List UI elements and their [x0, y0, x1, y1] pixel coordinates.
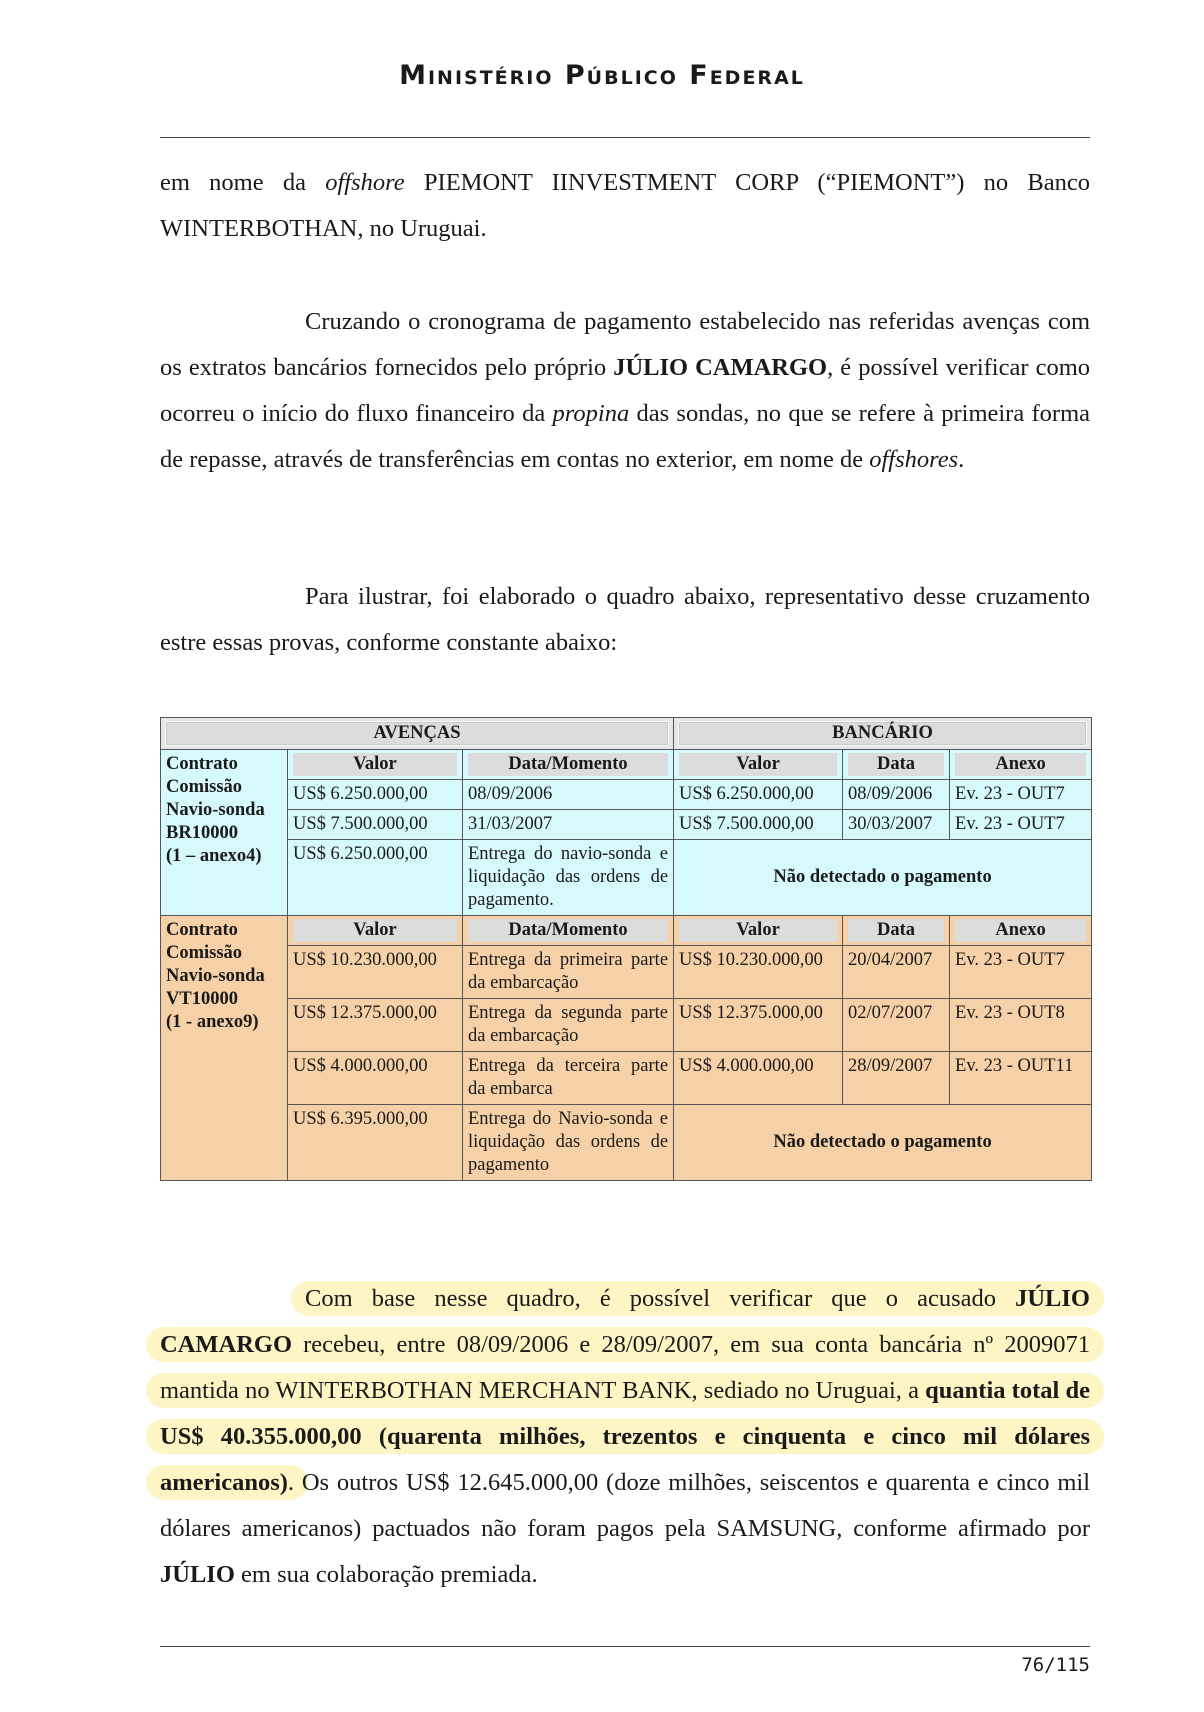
col-header-data-momento: Data/Momento	[463, 750, 674, 780]
cell-bank-data: 20/04/2007	[843, 946, 950, 999]
cell-valor: US$ 6.395.000,00	[288, 1105, 463, 1181]
cell-bank-valor: US$ 4.000.000,00	[674, 1052, 843, 1105]
group-header-avencas: AVENÇAS	[161, 718, 674, 750]
cell-bank-data: 28/09/2007	[843, 1052, 950, 1105]
cell-not-detected: Não detectado o pagamento	[674, 1105, 1092, 1181]
contract-label: Contrato Comissão Navio-sonda VT10000 (1 - anexo9)	[161, 916, 288, 1181]
table-row	[161, 916, 1092, 946]
cell-anexo: Ev. 23 - OUT11	[950, 1052, 1092, 1105]
cell-momento: Entrega do Navio-sonda e liquidação das ordens de pagamento	[463, 1105, 674, 1181]
cell-valor: US$ 6.250.000,00	[288, 780, 463, 810]
table-row	[161, 946, 1092, 999]
table-group-header	[161, 718, 1092, 750]
page-header: Ministério Público Federal	[399, 60, 805, 91]
cell-bank-valor: US$ 12.375.000,00	[674, 999, 843, 1052]
contract-label: Contrato Comissão Navio-sonda BR10000 (1 – anexo4)	[161, 750, 288, 916]
table-row	[161, 999, 1092, 1052]
cell-anexo: Ev. 23 - OUT7	[950, 780, 1092, 810]
col-header-valor: Valor	[674, 750, 843, 780]
cell-valor: US$ 4.000.000,00	[288, 1052, 463, 1105]
text-run: , é possível verificar como ocorreu o início do fluxo financeiro da	[160, 354, 1090, 427]
cell-momento: Entrega da primeira parte da embarcação	[463, 946, 674, 999]
cell-momento: Entrega do navio-sonda e liquidação das ordens de pagamento.	[463, 840, 674, 916]
text-run: Cruzando o cronograma de pagamento estabelecido nas referidas avenças com os extratos bancários fornecidos pelo próprio	[160, 308, 1090, 381]
cell-bank-valor: US$ 6.250.000,00	[674, 780, 843, 810]
table-row	[161, 810, 1092, 840]
text-run: recebeu, entre 08/09/2006 e 28/09/2007, em sua conta bancária nº 2009071 mantida no WINTERBOTHAN MERCHANT BANK, sediado no Uruguai, a	[160, 1331, 1090, 1404]
text-run-bold: JÚLIO CAMARGO	[613, 354, 828, 381]
text-run: Para ilustrar, foi elaborado o quadro abaixo, representativo desse cruzamento estre essas provas, conforme constante abaixo:	[160, 583, 1090, 656]
cell-bank-data: 02/07/2007	[843, 999, 950, 1052]
text-run: em nome da	[160, 169, 326, 196]
payments-table	[160, 717, 1092, 1181]
cell-momento: 08/09/2006	[463, 780, 674, 810]
header-rule	[160, 137, 1090, 138]
text-run-italic: offshores	[869, 446, 959, 473]
text-run-italic: offshore	[325, 169, 405, 196]
text-run: PIEMONT IINVESTMENT CORP (“PIEMONT”) no Banco WINTERBOTHAN, no Uruguai.	[160, 169, 1090, 242]
cell-bank-data: 30/03/2007	[843, 810, 950, 840]
cell-anexo: Ev. 23 - OUT7	[950, 810, 1092, 840]
table-row	[161, 1105, 1092, 1181]
cell-momento: 31/03/2007	[463, 810, 674, 840]
cell-valor: US$ 7.500.000,00	[288, 810, 463, 840]
cell-momento: Entrega da terceira parte da embarca	[463, 1052, 674, 1105]
footer-rule	[160, 1646, 1090, 1647]
col-header-valor: Valor	[288, 916, 463, 946]
cell-valor: US$ 10.230.000,00	[288, 946, 463, 999]
paragraph-1	[160, 160, 1090, 252]
paragraph-2	[160, 299, 1090, 483]
cell-bank-data: 08/09/2006	[843, 780, 950, 810]
col-header-anexo: Anexo	[950, 916, 1092, 946]
col-header-data: Data	[843, 916, 950, 946]
text-run-italic: propina	[552, 400, 630, 427]
text-run: das sondas, no que se refere à primeira forma de repasse, através de transferências em contas no exterior, em nome de	[160, 400, 1090, 473]
highlighted-text	[146, 1281, 1104, 1500]
col-header-data-momento: Data/Momento	[463, 916, 674, 946]
group-header-bancario: BANCÁRIO	[674, 718, 1092, 750]
table-row	[161, 750, 1092, 780]
cell-not-detected: Não detectado o pagamento	[674, 840, 1092, 916]
table-row	[161, 840, 1092, 916]
col-header-valor: Valor	[288, 750, 463, 780]
paragraph-4	[160, 1276, 1090, 1598]
text-run-bold: JÚLIO	[160, 1561, 235, 1588]
text-run: em sua colaboração premiada.	[234, 1561, 538, 1588]
col-header-valor: Valor	[674, 916, 843, 946]
text-run: Os outros US$ 12.645.000,00 (doze milhões, seiscentos e quarenta e cinco mil dólares americanos) pactuados não foram pagos pela SAMSUNG, conforme afirmado por	[160, 1469, 1090, 1542]
cell-valor: US$ 6.250.000,00	[288, 840, 463, 916]
table-row	[161, 1052, 1092, 1105]
cell-anexo: Ev. 23 - OUT8	[950, 999, 1092, 1052]
text-run: .	[287, 1469, 295, 1496]
page-number: 76/115	[1021, 1654, 1090, 1676]
text-run-bold: quantia total de US$ 40.355.000,00 (quarenta milhões, trezentos e cinquenta e cinco mil dólares americanos)	[160, 1377, 1090, 1496]
cell-anexo: Ev. 23 - OUT7	[950, 946, 1092, 999]
table-row	[161, 780, 1092, 810]
col-header-data: Data	[843, 750, 950, 780]
cell-bank-valor: US$ 7.500.000,00	[674, 810, 843, 840]
col-header-anexo: Anexo	[950, 750, 1092, 780]
text-run: Com base nesse quadro, é possível verificar que o acusado	[305, 1285, 1016, 1312]
text-run: .	[958, 446, 965, 473]
text-run-bold: JÚLIO CAMARGO	[160, 1285, 1090, 1358]
cell-valor: US$ 12.375.000,00	[288, 999, 463, 1052]
cell-momento: Entrega da segunda parte da embarcação	[463, 999, 674, 1052]
cell-bank-valor: US$ 10.230.000,00	[674, 946, 843, 999]
paragraph-3	[160, 574, 1090, 666]
